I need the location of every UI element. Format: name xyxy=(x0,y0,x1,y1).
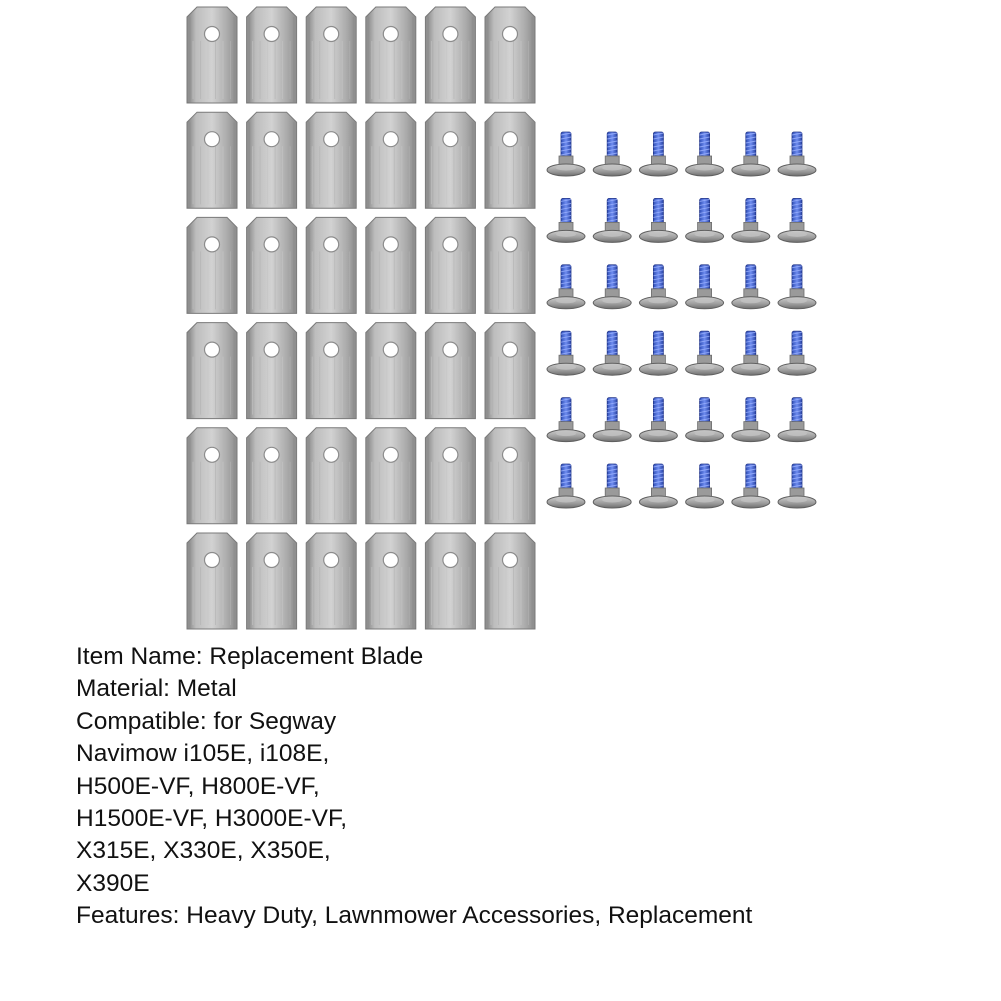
blade xyxy=(425,533,475,629)
screw xyxy=(732,198,770,242)
blade xyxy=(366,7,416,103)
screw xyxy=(686,398,724,442)
spec-compatible-models-4: X315E, X330E, X350E, xyxy=(76,837,331,865)
screw xyxy=(778,398,816,442)
spec-compatible-models-5: X390E xyxy=(76,869,150,897)
screw xyxy=(732,331,770,375)
spec-compatible-models-1: Navimow i105E, i108E, xyxy=(76,740,330,768)
blade xyxy=(247,112,297,208)
spec-compatible-models-2: H500E-VF, H800E-VF, xyxy=(76,772,320,800)
screw xyxy=(593,331,631,375)
blade xyxy=(306,323,356,419)
blade xyxy=(425,7,475,103)
blade xyxy=(247,533,297,629)
screw xyxy=(593,398,631,442)
screw xyxy=(732,265,770,309)
blade xyxy=(306,428,356,524)
blade xyxy=(485,112,535,208)
blade xyxy=(306,7,356,103)
spec-compatible-models-3: H1500E-VF, H3000E-VF, xyxy=(76,805,347,833)
blade xyxy=(485,428,535,524)
screw xyxy=(778,331,816,375)
screw xyxy=(732,398,770,442)
blade xyxy=(187,112,237,208)
blade xyxy=(425,428,475,524)
spec-features: Features: Heavy Duty, Lawnmower Accessories, Replacement xyxy=(76,902,753,930)
screw xyxy=(778,198,816,242)
screw xyxy=(778,132,816,176)
blades-grid xyxy=(187,7,535,629)
screw xyxy=(686,331,724,375)
blade xyxy=(187,428,237,524)
screw xyxy=(686,464,724,508)
screw xyxy=(593,132,631,176)
spec-compatible: Compatible: for Segway xyxy=(76,707,337,735)
blade xyxy=(306,112,356,208)
screw xyxy=(639,331,677,375)
blade xyxy=(425,323,475,419)
spec-list xyxy=(76,641,752,933)
blade xyxy=(247,217,297,313)
blade xyxy=(247,323,297,419)
blade xyxy=(366,428,416,524)
screw xyxy=(686,198,724,242)
blade xyxy=(306,533,356,629)
blade xyxy=(485,323,535,419)
blade xyxy=(485,217,535,313)
screw xyxy=(593,265,631,309)
blade xyxy=(366,217,416,313)
screw xyxy=(547,398,585,442)
blade xyxy=(306,217,356,313)
blade xyxy=(247,428,297,524)
blade xyxy=(366,323,416,419)
screw xyxy=(686,132,724,176)
screw xyxy=(686,265,724,309)
screws-grid xyxy=(547,132,816,508)
screw xyxy=(593,464,631,508)
spec-item-name: Item Name: Replacement Blade xyxy=(76,643,424,670)
screw xyxy=(547,198,585,242)
blade xyxy=(425,112,475,208)
screw xyxy=(639,398,677,442)
blade xyxy=(187,7,237,103)
screw xyxy=(639,265,677,309)
blade xyxy=(247,7,297,103)
screw xyxy=(547,132,585,176)
blade xyxy=(485,7,535,103)
screw xyxy=(639,198,677,242)
screw xyxy=(547,331,585,375)
blade xyxy=(366,112,416,208)
spec-material: Material: Metal xyxy=(76,675,237,703)
blade xyxy=(366,533,416,629)
screw xyxy=(778,265,816,309)
screw xyxy=(732,132,770,176)
screw xyxy=(547,464,585,508)
screw xyxy=(639,464,677,508)
blade xyxy=(485,533,535,629)
screw xyxy=(593,198,631,242)
screw xyxy=(639,132,677,176)
screw xyxy=(547,265,585,309)
screw xyxy=(732,464,770,508)
blade xyxy=(425,217,475,313)
blade xyxy=(187,533,237,629)
screw xyxy=(778,464,816,508)
blade xyxy=(187,323,237,419)
blade xyxy=(187,217,237,313)
